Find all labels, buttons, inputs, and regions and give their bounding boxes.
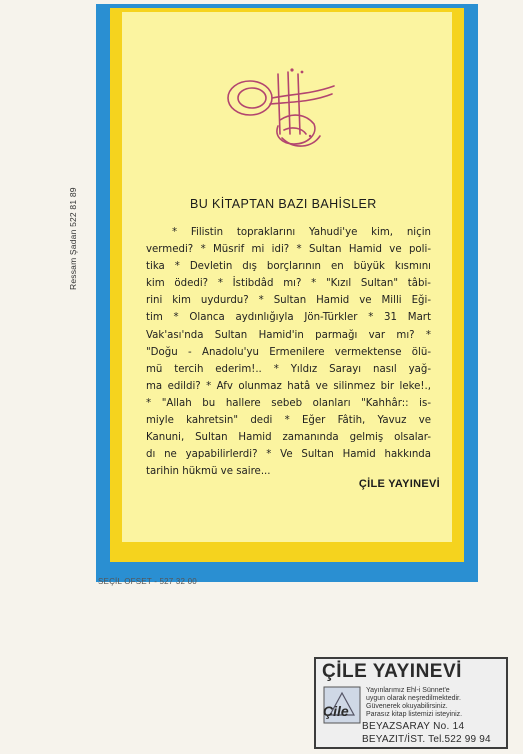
excerpt-line: Kanuni, Sultan Hamid zamanında gelmiş olsalar- [146, 432, 431, 444]
stamp-phone: BEYAZIT/İST. Tel.522 99 94 [362, 734, 491, 745]
stamp-line: Güvenerek okuyabilirsiniz. [366, 703, 448, 710]
side-credit: Ressam Şadan 522 81 89 [68, 187, 78, 290]
excerpt-body [146, 224, 431, 480]
printer-credit: SEÇİL OFSET - 527 32 00 [98, 577, 197, 586]
excerpt-line: "Doğu - Anadolu'yu Ermenilere vermektense ölü- [146, 346, 431, 358]
excerpt-line: kim ödedi? * İstibdâd mı? * "Kızıl Sultan" tâbi- [146, 278, 431, 290]
excerpt-line: dı ne yapabilirlerdi? * Ve Sultan Hamid hakkında [146, 449, 431, 461]
stamp-line: Parasız kitap listemizi isteyiniz. [366, 711, 463, 718]
excerpt-line: miyle kahretsin" dedi * Eğer Fâtih, Yavuz ve [146, 415, 431, 427]
excerpt-line: tarihin hükmü ve saire... [146, 466, 271, 478]
excerpt-line: * Filistin topraklarını Yahudi'ye kim, niçin [172, 227, 431, 238]
excerpt-line: Vak'ası'nda Sultan Hamid'in parmağı var mı? * [146, 329, 431, 341]
publisher-name: ÇİLE YAYINEVİ [358, 478, 440, 490]
tughra-emblem-icon [222, 64, 342, 156]
section-heading: BU KİTAPTAN BAZI BAHİSLER [190, 197, 377, 211]
stamp-address: BEYAZSARAY No. 14 [362, 721, 465, 732]
excerpt-line: tika * Devletin dış borçlarının en büyük kısmını [146, 261, 431, 273]
excerpt-line: mü tercih ederim!.. * Yıldız Sarayı nasıl yağ- [146, 363, 431, 375]
stamp-logo-text: Çile [323, 703, 349, 719]
excerpt-line: ma edildi? * Afv olunmaz hatâ ve silinmez bir leke!., [146, 380, 431, 392]
stamp-line: Yayınlarımız Ehl-i Sünnet'e [366, 687, 450, 694]
stamp-line: uygun olarak neşredilmektedir. [366, 695, 461, 702]
excerpt-line: rini kim uydurdu? * Sultan Hamid ve Milli Eği- [146, 295, 431, 307]
excerpt-line: vermedi? * Müsrif mi idi? * Sultan Hamid ve poli- [146, 244, 431, 256]
excerpt-line: * "Allah bu hallere sebeb olanları "Kahhâr:: is- [146, 397, 431, 409]
excerpt-line: tim * Olanca aydınlığıyla Jön-Türkler * 31 Mart [146, 312, 431, 324]
publisher-stamp [314, 657, 508, 749]
stamp-title: ÇİLE YAYINEVİ [322, 661, 462, 682]
